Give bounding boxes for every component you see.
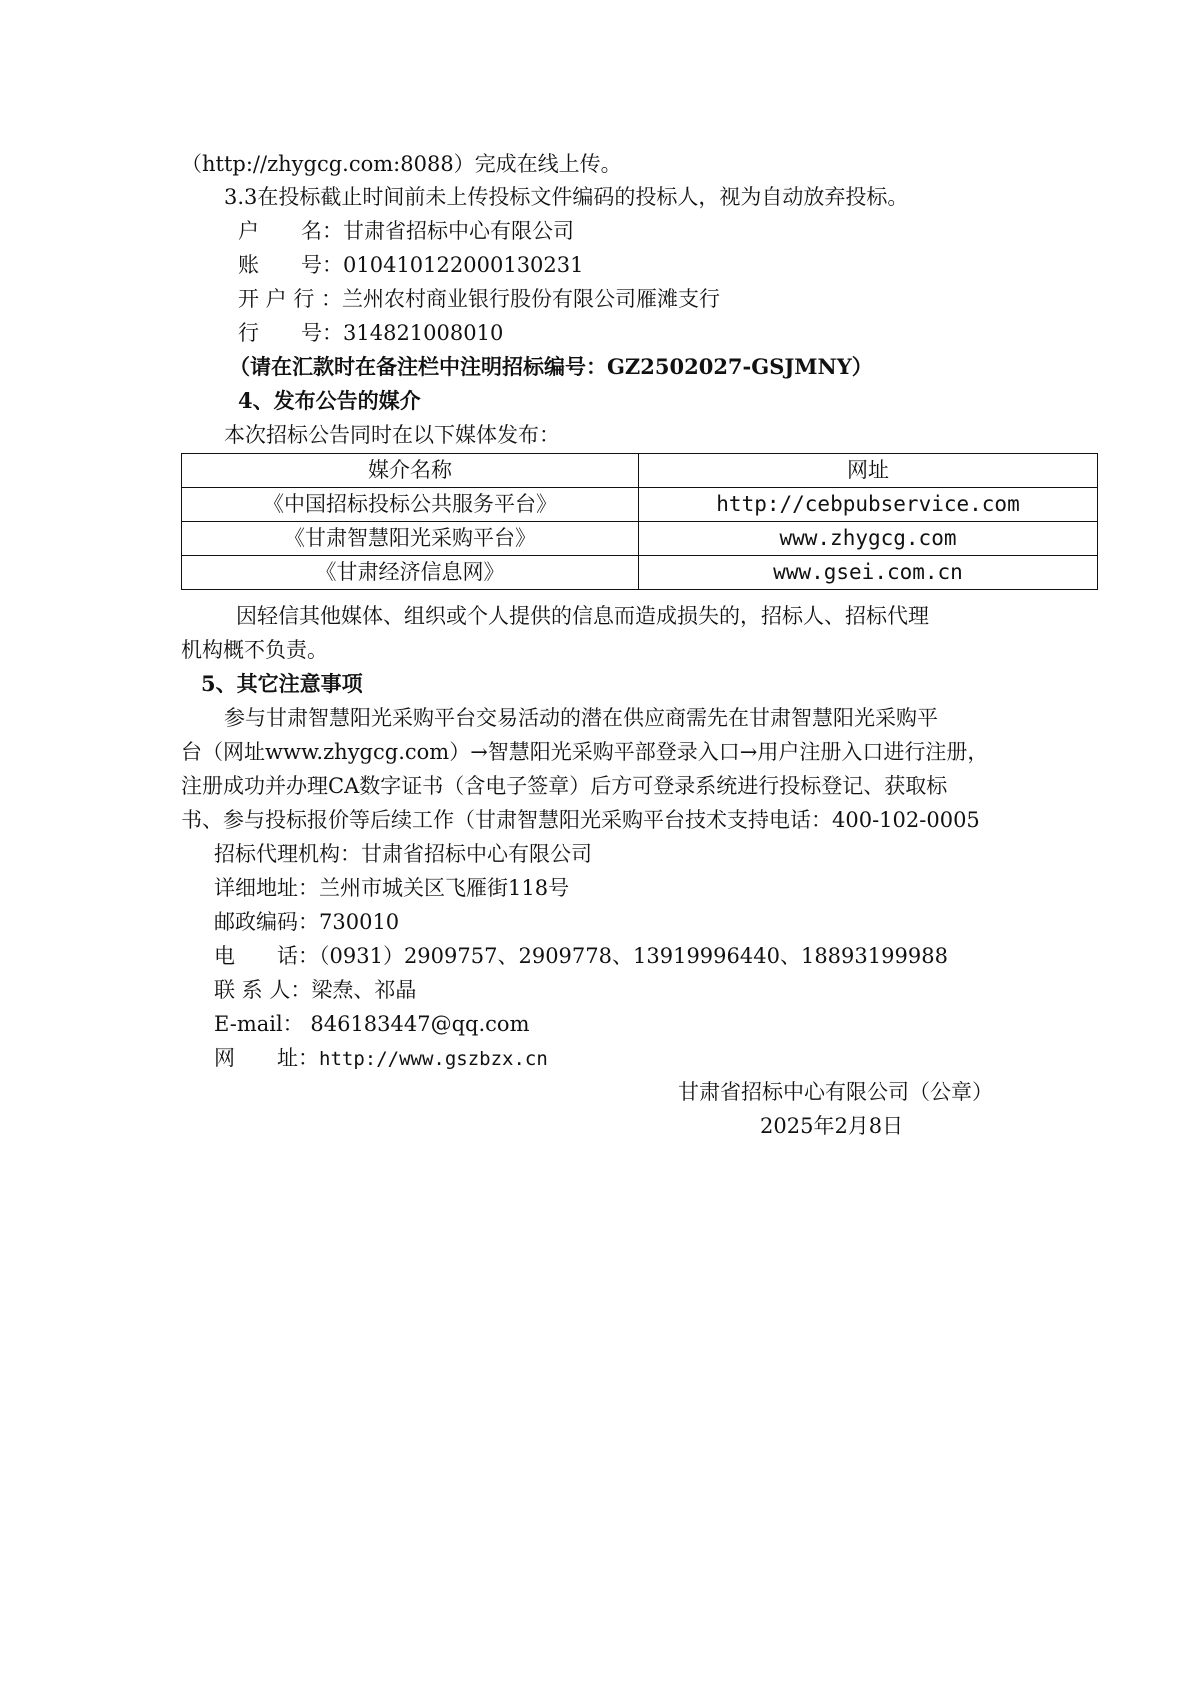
upload-instruction-end: （http://zhygcg.com:8088）完成在线上传。 [181,152,622,176]
email-value: 846183447@qq.com [303,1012,530,1036]
section-4-heading: 4、发布公告的媒介 [238,388,421,413]
media-url-cell: http://cebpubservice.com [639,488,1098,522]
media-name-cell: 《甘肃智慧阳光采购平台》 [182,522,639,556]
phone-label: 电 话： [214,944,319,968]
signature-org: 甘肃省招标中心有限公司（公章） [678,1080,993,1104]
postcode-label: 邮政编码： [214,910,319,934]
notice-paragraph-line-2: 台（网址www.zhygcg.com）→智慧阳光采购平部登录入口→用户注册入口进行注册， [181,740,989,764]
bank-code-row [238,319,503,347]
agency-value: 甘肃省招标中心有限公司 [361,842,592,866]
remittance-remark: （请在汇款时在备注栏中注明招标编号：GZ2502027-GSJMNY） [229,354,873,379]
website-link[interactable]: http://www.gszbzx.cn [319,1048,548,1070]
phone-row [214,942,948,970]
section-4-intro: 本次招标公告同时在以下媒体发布： [224,423,560,447]
bank-row [238,285,720,313]
address-value: 兰州市城关区飞雁街118号 [319,876,570,900]
bank-code-value: 314821008010 [343,321,504,345]
postcode-row [214,908,399,936]
media-url-cell: www.gsei.com.cn [639,556,1098,590]
table-row [182,488,1098,522]
agency-label: 招标代理机构： [214,842,361,866]
disclaimer-line-2: 机构概不负责。 [181,638,328,662]
account-number-label: 账 号： [238,253,343,277]
table-row [182,556,1098,590]
table-row [182,522,1098,556]
account-name-label: 户 名： [238,219,343,243]
media-url-header: 网址 [639,454,1098,488]
postcode-value: 730010 [319,910,400,934]
website-label: 网 址： [214,1046,319,1070]
section-5-heading: 5、其它注意事项 [201,671,363,696]
contact-person-value: 梁焘、祁晶 [311,978,417,1002]
contact-person-row [214,976,416,1004]
account-name-row [238,217,574,245]
media-table [181,453,1098,590]
bank-code-label: 行 号： [238,321,343,345]
media-url-cell: www.zhygcg.com [639,522,1098,556]
bank-label: 开 户 行 ： [238,287,343,311]
account-number-row [238,251,584,279]
notice-paragraph-line-4: 书、参与投标报价等后续工作（甘肃智慧阳光采购平台技术支持电话：400-102-0005 [181,808,980,832]
phone-value: （0931）2909757、2909778、13919996440、18893199988 [319,944,948,968]
email-label: E-mail： [214,1012,304,1036]
contact-person-label: 联 系 人： [214,978,312,1002]
notice-paragraph-line-1: 参与甘肃智慧阳光采购平台交易活动的潜在供应商需先在甘肃智慧阳光采购平 [224,706,938,730]
account-number-value: 010410122000130231 [343,253,584,277]
signature-date: 2025年2月8日 [760,1114,904,1138]
bank-value: 兰州农村商业银行股份有限公司雁滩支行 [342,287,721,311]
media-name-cell: 《甘肃经济信息网》 [182,556,639,590]
website-row [214,1044,548,1072]
media-name-header: 媒介名称 [182,454,639,488]
address-label: 详细地址： [214,876,319,900]
account-name-value: 甘肃省招标中心有限公司 [343,219,574,243]
notice-paragraph-line-3: 注册成功并办理CA数字证书（含电子签章）后方可登录系统进行投标登记、获取标 [181,774,948,798]
media-table-header-row [182,454,1098,488]
email-row [214,1010,530,1038]
disclaimer-line-1: 因轻信其他媒体、组织或个人提供的信息而造成损失的，招标人、招标代理 [236,604,929,628]
media-name-cell: 《中国招标投标公共服务平台》 [182,488,639,522]
address-row [214,874,569,902]
agency-row [214,840,592,868]
clause-3-3: 3.3在投标截止时间前未上传投标文件编码的投标人，视为自动放弃投标。 [224,185,909,209]
